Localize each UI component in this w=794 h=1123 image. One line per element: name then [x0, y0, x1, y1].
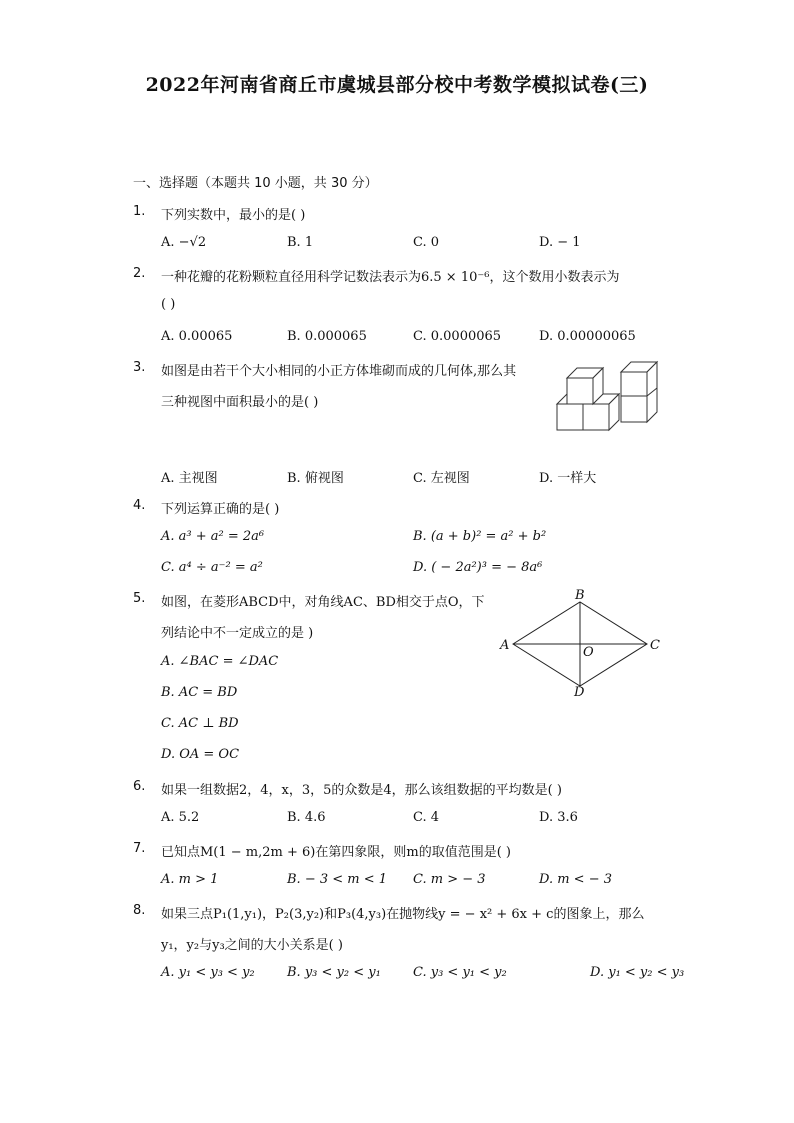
option-c: C. y₃ < y₁ < y₂: [413, 965, 507, 980]
label-c: C: [650, 638, 660, 653]
option-d: D. ( − 2a²)³ = − 8a⁶: [413, 560, 543, 575]
option-b: B. AC = BD: [161, 685, 238, 700]
option-b: B. − 3 < m < 1: [287, 872, 388, 887]
label-d: D: [574, 685, 585, 696]
question-number: 3.: [133, 360, 146, 375]
question-number: 5.: [133, 591, 146, 606]
option-a: A. −√2: [161, 235, 207, 250]
question-text-line2: 三种视图中面积最小的是( ): [161, 395, 319, 410]
option-d: D. OA = OC: [161, 747, 240, 762]
option-a: A. ∠BAC = ∠DAC: [161, 654, 279, 669]
exam-title: 2022年河南省商丘市虞城县部分校中考数学模拟试卷(三): [145, 74, 649, 96]
question-number: 8.: [133, 903, 146, 918]
label-o: O: [583, 645, 594, 660]
question-number: 4.: [133, 498, 146, 513]
option-a: A. 0.00065: [161, 329, 233, 344]
option-d: D. m < − 3: [539, 872, 613, 887]
question-text-line2: 列结论中不一定成立的是 ): [161, 626, 314, 641]
question-number: 6.: [133, 779, 146, 794]
option-a: A. y₁ < y₃ < y₂: [161, 965, 255, 980]
option-d: D. 一样大: [539, 471, 597, 486]
question-text: 已知点M(1 − m,2m + 6)在第四象限，则m的取值范围是( ): [161, 845, 511, 860]
option-c: C. 左视图: [413, 471, 470, 486]
cube-stack-figure: [553, 358, 663, 438]
option-a: A. a³ + a² = 2a⁶: [161, 529, 265, 544]
question-text: 下列运算正确的是( ): [161, 502, 280, 517]
question-number: 2.: [133, 266, 146, 281]
option-b: B. (a + b)² = a² + b²: [413, 529, 547, 544]
option-d: D. − 1: [539, 235, 581, 250]
rhombus-figure: [497, 586, 667, 696]
option-a: A. m > 1: [161, 872, 219, 887]
question-number: 1.: [133, 204, 146, 219]
option-d: D. y₁ < y₂ < y₃: [590, 965, 685, 980]
option-c: C. 4: [413, 810, 440, 825]
question-text: 如图是由若干个大小相同的小正方体堆砌而成的几何体,那么其: [161, 364, 517, 379]
label-a: A: [500, 638, 510, 653]
option-a: A. 主视图: [161, 471, 218, 486]
label-b: B: [575, 588, 585, 603]
question-text-line2: y₁，y₂与y₃之间的大小关系是( ): [161, 938, 343, 953]
option-b: B. 1: [287, 235, 314, 250]
question-text: 如果三点P₁(1,y₁)，P₂(3,y₂)和P₃(4,y₃)在抛物线y = − x² + 6x + c的图象上，那么: [161, 907, 645, 922]
question-text: 如果一组数据2，4，x，3，5的众数是4，那么该组数据的平均数是( ): [161, 783, 562, 798]
question-text: 一种花瓣的花粉颗粒直径用科学记数法表示为6.5 × 10⁻⁶，这个数用小数表示为: [161, 270, 620, 285]
section-heading: 一、选择题（本题共 10 小题，共 30 分）: [133, 176, 378, 191]
option-b: B. y₃ < y₂ < y₁: [287, 965, 381, 980]
question-text: 如图，在菱形ABCD中，对角线AC、BD相交于点O，下: [161, 595, 485, 610]
option-b: B. 0.000065: [287, 329, 367, 344]
option-d: D. 0.00000065: [539, 329, 636, 344]
question-text: 下列实数中，最小的是( ): [161, 208, 306, 223]
option-c: C. m > − 3: [413, 872, 486, 887]
option-b: B. 俯视图: [287, 471, 344, 486]
question-number: 7.: [133, 841, 146, 856]
option-c: C. a⁴ ÷ a⁻² = a²: [161, 560, 263, 575]
option-d: D. 3.6: [539, 810, 578, 825]
question-text-line2: ( ): [161, 297, 176, 312]
option-b: B. 4.6: [287, 810, 326, 825]
option-c: C. 0.0000065: [413, 329, 502, 344]
option-c: C. 0: [413, 235, 440, 250]
option-c: C. AC ⊥ BD: [161, 716, 239, 731]
option-a: A. 5.2: [161, 810, 200, 825]
